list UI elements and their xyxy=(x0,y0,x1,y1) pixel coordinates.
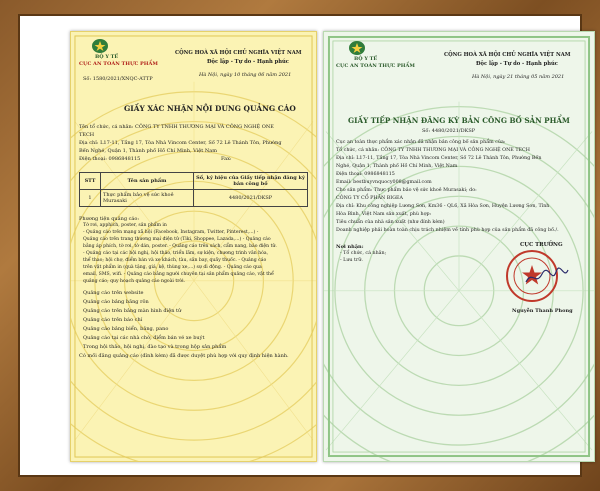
body-line: Hòa Bình, Việt Nam sản xuất, phù hợp: xyxy=(336,212,432,217)
recipient-item: - Tổ chức, cá nhân; xyxy=(340,251,387,256)
republic-header: CỘNG HOÀ XÃ HỘI CHỦ NGHĨA VIỆT NAM xyxy=(175,50,302,56)
method-item: bằng áp phích, tờ rơi, tờ dán, poster. - Quảng cáo trên sách, cẩm nang, báo điện tử. xyxy=(83,244,277,249)
motto: Độc lập - Tự do - Hạnh phúc xyxy=(476,61,558,67)
ministry-emblem-icon xyxy=(348,40,366,56)
fax: Fax: xyxy=(221,156,232,162)
document-title: GIẤY TIẾP NHẬN ĐĂNG KÝ BẢN CÔNG BỐ SẢN PHẨM xyxy=(348,116,570,125)
method-item: Quảng cáo bảng băng rôn xyxy=(83,299,149,305)
phone: Điện thoại: 0986848115 xyxy=(79,156,141,162)
document-title: GIẤY XÁC NHẬN NỘI DUNG QUẢNG CÁO xyxy=(124,104,296,113)
body-line: Tổ chức, cá nhân: CÔNG TY TNHH THƯƠNG MẠI VÀ CÔNG NGHỆ ONE TECH xyxy=(336,148,530,153)
method-item: Quảng cáo trên trang thương mại điện tử (Tiki, Shoppee, Lazada,...) - Quảng cáo xyxy=(83,237,271,242)
table-header-row xyxy=(80,173,308,190)
method-item: Trong hội thảo, hội nghị, đào tạo và trong hộp sản phẩm xyxy=(83,344,227,350)
method-item: thể thao; hội chợ, điểm bán và xe khách, tàu, sân bay, quầy thuốc. - Quảng cáo xyxy=(83,258,267,263)
issue-date: Hà Nội, ngày 10 tháng 06 năm 2021 xyxy=(199,72,292,78)
frame-mat xyxy=(18,14,582,477)
org-name-line: TECH xyxy=(79,132,95,138)
table-cell: 4480/2021/DKSP xyxy=(194,190,308,207)
recipients-title: Nơi nhận: xyxy=(336,244,364,250)
issue-date: Hà Nội, ngày 21 tháng 05 năm 2021 xyxy=(472,74,565,80)
body-line: Địa chỉ: L17-11, Tầng 17, Tòa Nhà Vincom Center, Số 72 Lê Thánh Tôn, Phường Bến xyxy=(336,156,542,161)
document-number: Số: 1580/2021/XNQC-ATTP xyxy=(83,76,153,82)
method-item: Quảng cáo trên website xyxy=(83,290,144,296)
approval-note: Có mối đăng quảng cáo (đính kèm) đã được duyệt phù hợp với quy định hiện hành. xyxy=(79,353,289,359)
product-table xyxy=(79,172,308,207)
recipient-item: - Lưu trữ. xyxy=(340,258,363,263)
address-line: Địa chỉ: L17-11, Tầng 17, Tòa Nhà Vincom Center, Số 72 Lê Thánh Tôn, Phường xyxy=(79,140,282,146)
body-line: Tiêu chuẩn của nhà sản xuất (như đính kèm) xyxy=(336,220,445,225)
product-registration-document xyxy=(323,31,595,462)
method-item: Quảng cáo tại các nhà chờ, điểm bán vé xe buýt xyxy=(83,335,205,341)
body-line: Cho sản phẩm: Thực phẩm bảo vệ sức khoẻ Murasaki; do: xyxy=(336,188,477,193)
body-line: CÔNG TY CỔ PHẦN BIGEA xyxy=(336,196,403,201)
document-number: Số: 4480/2021/DKSP xyxy=(422,128,476,134)
agency-name: CỤC AN TOÀN THỰC PHẨM xyxy=(336,63,415,69)
column-header: Tên sản phẩm xyxy=(101,173,194,190)
method-item: email, SMS, wifi. - Quảng cáo bằng người chuyên tại sản phẩm quảng cáo, vật thể xyxy=(83,272,274,277)
ministry-name: BỘ Y TẾ xyxy=(354,56,378,62)
method-item: Quảng cáo bảng biển, bảng, pano xyxy=(83,326,169,332)
republic-header: CỘNG HOÀ XÃ HỘI CHỦ NGHĨA VIỆT NAM xyxy=(444,52,571,58)
method-item: Quảng cáo trên báo chí xyxy=(83,317,143,323)
agency-name: CỤC AN TOÀN THỰC PHẨM xyxy=(79,61,158,67)
advertising-confirmation-document xyxy=(70,31,317,462)
body-line: Email: bestbuyvnquocy008@gmail.com xyxy=(336,180,432,185)
methods-title: Phương tiện quảng cáo: xyxy=(79,216,140,222)
method-item: trên vật phẩm in (quà tặng, giá, kệ, thùng xe,...) sự di động. - Quảng cáo qua xyxy=(83,265,262,270)
signer-name: Nguyễn Thanh Phong xyxy=(512,308,573,314)
table-cell: Thực phẩm bảo vệ sức khoẻ Murasaki xyxy=(101,190,194,207)
body-line: Địa chỉ: Khu công nghiệp Lương Sơn, Km36 - QL6, Xã Hòa Sơn, Huyện Lương Sơn, Tỉnh xyxy=(336,204,550,209)
ministry-emblem-icon xyxy=(91,38,109,54)
table-row xyxy=(80,190,308,207)
motto: Độc lập - Tự do - Hạnh phúc xyxy=(207,59,289,65)
method-item: - Quảng cáo trên mạng xã hội (Facebook, Instagram, Twitter, Pinterest,...) - xyxy=(83,230,259,235)
body-line: Điện thoại: 0986848115 xyxy=(336,172,395,177)
body-line: Cục an toàn thực phẩm xác nhận đã nhận bản công bố sản phẩm của: xyxy=(336,140,506,145)
org-name-line: Tên tổ chức, cá nhân: CÔNG TY TNHH THƯƠNG MẠI VÀ CÔNG NGHỆ ONE xyxy=(79,124,274,130)
body-line: Nghé, Quận 1, Thành phố Hồ Chí Minh, Việt Nam xyxy=(336,164,458,169)
body-line: Doanh nghiệp phải hoàn toàn chịu trách nhiệm về tính phù hợp của sản phẩm đã công bố./. xyxy=(336,228,559,233)
table-cell: 1 xyxy=(80,190,101,207)
method-item: quảng cáo; quy hoạch quảng cáo ngoài trời. xyxy=(83,279,186,284)
column-header: STT xyxy=(80,173,101,190)
method-item: Quảng cáo trên bảng màn hình điện tử xyxy=(83,308,182,314)
signature-icon xyxy=(524,266,570,288)
ministry-name: BỘ Y TẾ xyxy=(95,54,119,60)
director-title: CỤC TRƯỞNG xyxy=(520,242,563,248)
method-item: Tờ rơi, apphich, poster, sản phẩm in xyxy=(83,223,167,228)
address-line: Bến Nghé, Quận 1, Thành phố Hồ Chí Minh, Việt Nam xyxy=(79,148,217,154)
column-header: Số, ký hiệu của Giấy tiếp nhận đăng ký bản công bố xyxy=(194,173,308,190)
method-item: - Quảng cáo tại các hội nghị, hội thảo, triển lãm, sự kiện, chương trình văn hóa, xyxy=(83,251,269,256)
